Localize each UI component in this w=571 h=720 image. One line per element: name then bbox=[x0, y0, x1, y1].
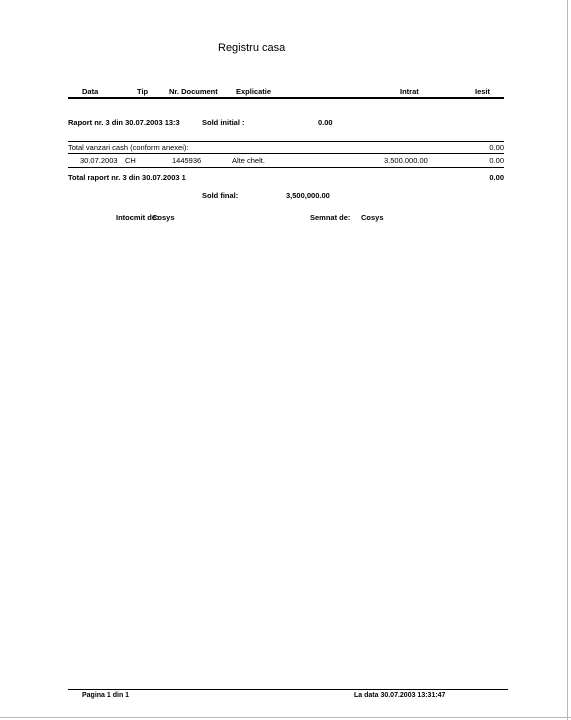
row-tip: CH bbox=[125, 156, 136, 165]
row-data: 30.07.2003 bbox=[80, 156, 118, 165]
footer-page-number: Pagina 1 din 1 bbox=[82, 692, 130, 699]
sold-final-value: 3,500,000.00 bbox=[286, 191, 330, 200]
row-iesit: 0.00 bbox=[489, 156, 504, 165]
footer-rule bbox=[68, 689, 508, 690]
frame-bottom-border bbox=[0, 717, 571, 718]
total-vanzari-value: 0.00 bbox=[489, 143, 504, 152]
total-vanzari-label: Total vanzari cash (conform anexei): bbox=[68, 143, 189, 152]
semnat-label: Semnat de: bbox=[310, 213, 351, 222]
col-header-iesit: Iesit bbox=[475, 87, 491, 96]
row-explicatie: Alte chelt. bbox=[232, 156, 265, 165]
intocmit-label: Intocmit de: bbox=[116, 213, 159, 222]
col-header-explicatie: Explicatie bbox=[236, 87, 272, 96]
row-intrat: 3.500.000.00 bbox=[384, 156, 428, 165]
total-raport-value: 0.00 bbox=[489, 173, 504, 182]
raport-label: Raport nr. 3 din 30.07.2003 13:3 bbox=[68, 118, 180, 127]
footer-print-date: La data 30.07.2003 13:31:47 bbox=[354, 692, 446, 699]
col-header-tip: Tip bbox=[137, 87, 149, 96]
separator-before-total-vanzari bbox=[68, 141, 504, 142]
header-underline bbox=[68, 97, 504, 99]
sold-final-label: Sold final: bbox=[202, 191, 239, 200]
col-header-nr-document: Nr. Document bbox=[169, 87, 218, 96]
row-nr-document: 1445936 bbox=[172, 156, 202, 165]
separator-before-row bbox=[68, 153, 504, 154]
separator-before-total-raport bbox=[68, 167, 504, 168]
col-header-intrat: Intrat bbox=[400, 87, 419, 96]
frame-right-border bbox=[567, 0, 568, 720]
semnat-value: Cosys bbox=[361, 213, 384, 222]
sold-initial-value: 0.00 bbox=[318, 118, 333, 127]
col-header-data: Data bbox=[82, 87, 99, 96]
intocmit-value: Cosys bbox=[152, 213, 175, 222]
report-title: Registru casa bbox=[218, 42, 286, 54]
total-raport-label: Total raport nr. 3 din 30.07.2003 1 bbox=[68, 173, 186, 182]
sold-initial-label: Sold initial : bbox=[202, 118, 245, 127]
